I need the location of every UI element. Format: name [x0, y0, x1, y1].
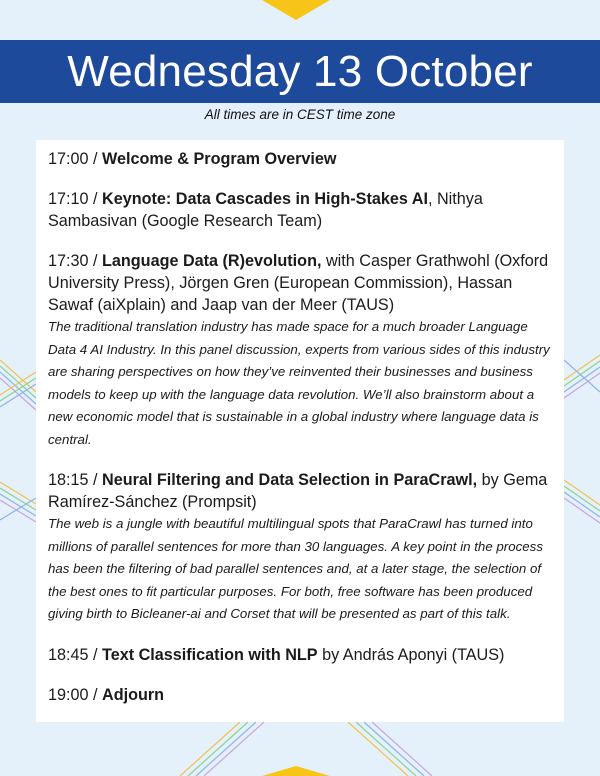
agenda-description: The traditional translation industry has made space for a much broader Language Data 4 AI Industry. In this panel discussion, experts from various sides of this industry are sharing perspectives on how they’ve reinvented their businesses and business models to keep up with the language data revolution. We’ll also brainstorm about a new economic model that is sustainable in a global industry where language data is central.	[48, 319, 550, 447]
agenda-time: 18:45	[48, 645, 89, 664]
title-banner	[0, 40, 600, 103]
agenda-item-heading: 17:10 / Keynote: Data Cascades in High-Stakes AI, Nithya Sambasivan (Google Research Team)	[48, 190, 483, 230]
agenda-title: Welcome & Program Overview	[102, 150, 337, 168]
agenda-speakers: with Casper Grathwohl (Oxford University Press), Jörgen Gren (European Commission), Hassan Sawaf (aiXplain) and Jaap van der Meer (TAUS)	[48, 252, 549, 314]
agenda-item-heading: 18:15 / Neural Filtering and Data Selection in ParaCrawl, by Gema Ramírez-Sánchez (Prompsit)	[48, 471, 548, 511]
agenda-speakers: , Nithya Sambasivan (Google Research Team)	[48, 190, 483, 230]
agenda-card	[36, 140, 564, 722]
agenda-item-heading: 18:45 / Text Classification with NLP by András Aponyi (TAUS)	[48, 645, 505, 664]
agenda-title: Keynote: Data Cascades in High-Stakes AI	[102, 190, 428, 208]
agenda-time: 18:15	[48, 471, 89, 489]
agenda-item-heading: 17:00 / Welcome & Program Overview	[48, 150, 337, 168]
agenda-description: The web is a jungle with beautiful multilingual spots that ParaCrawl has turned into millions of parallel sentences for more than 30 languages. A key point in the process has been the filtering of bad parallel sentences and, at a later stage, the selection of the best ones to fit particular purposes. For both, free software has been produced giving birth to Bicleaner-ai and Corset that will be presented as part of this talk.	[48, 516, 543, 621]
timezone-note: All times are in CEST time zone	[204, 107, 396, 122]
agenda-item	[48, 644, 550, 666]
agenda-item	[48, 148, 550, 170]
agenda-item	[48, 684, 550, 706]
agenda-title: Adjourn	[102, 685, 165, 704]
bottom-accent-triangle	[262, 766, 330, 776]
agenda-time: 17:10	[48, 190, 89, 208]
top-accent-triangle	[262, 0, 330, 20]
agenda-speakers: by András Aponyi (TAUS)	[317, 645, 505, 664]
agenda-speakers: by Gema Ramírez-Sánchez (Prompsit)	[48, 471, 548, 511]
agenda-title: Text Classification with NLP	[102, 645, 318, 664]
agenda-title: Neural Filtering and Data Selection in ParaCrawl,	[102, 471, 478, 489]
agenda-item	[48, 469, 550, 626]
agenda-item-heading: 17:30 / Language Data (R)evolution, with Casper Grathwohl (Oxford University Press), Jörgen Gren (European Commission), Hassan Sawaf (aiXplain) and Jaap van der Meer (TAUS)	[48, 252, 549, 314]
agenda-item	[48, 188, 550, 232]
agenda-time: 17:00	[48, 150, 89, 168]
agenda-title: Language Data (R)evolution,	[102, 252, 322, 270]
agenda-time: 17:30	[48, 252, 89, 270]
agenda-time: 19:00	[48, 685, 89, 704]
page-title: Wednesday 13 October	[67, 46, 533, 96]
agenda-item-heading: 19:00 / Adjourn	[48, 685, 165, 704]
agenda-item	[48, 250, 550, 451]
